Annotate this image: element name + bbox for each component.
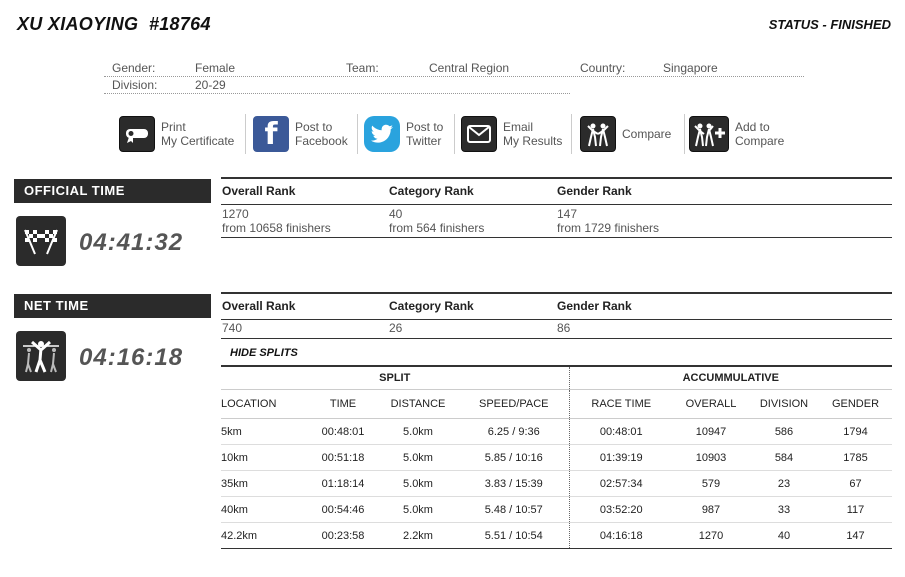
gender-rank-value: 86 bbox=[557, 321, 571, 335]
info-divider bbox=[104, 76, 804, 77]
section-rule bbox=[221, 292, 892, 294]
split-pace: 3.83 / 15:39 bbox=[459, 471, 569, 497]
gender-label: Gender: bbox=[112, 61, 156, 75]
division-position: 584 bbox=[749, 445, 819, 471]
split-row-5km bbox=[221, 419, 892, 445]
split-pace: 5.85 / 10:16 bbox=[459, 445, 569, 471]
category-rank-heading: Category Rank bbox=[389, 299, 474, 313]
race-time: 03:52:20 bbox=[569, 497, 673, 523]
race-time: 04:16:18 bbox=[569, 523, 673, 549]
split-location: 10km bbox=[221, 445, 309, 471]
divider bbox=[684, 114, 685, 154]
category-rank-total: from 564 finishers bbox=[389, 221, 485, 235]
overall-rank-value: 740 bbox=[222, 321, 243, 335]
column-header: LOCATION bbox=[221, 390, 309, 419]
split-location: 5km bbox=[221, 419, 309, 445]
post-facebook-button[interactable] bbox=[253, 113, 348, 155]
gender-rank-value: 147 bbox=[557, 207, 578, 221]
divider bbox=[454, 114, 455, 154]
splits-column-header-row bbox=[221, 390, 892, 419]
race-time: 00:48:01 bbox=[569, 419, 673, 445]
runner-name: XU XIAOYING bbox=[17, 14, 139, 34]
facebook-icon: f bbox=[253, 116, 289, 152]
overall-position: 10903 bbox=[673, 445, 749, 471]
split-distance: 2.2km bbox=[377, 523, 459, 549]
section-rule bbox=[221, 319, 892, 320]
division-label: Division: bbox=[112, 78, 158, 92]
category-rank-heading: Category Rank bbox=[389, 184, 474, 198]
overall-rank-heading: Overall Rank bbox=[222, 184, 296, 198]
runner-bib: #18764 bbox=[148, 14, 211, 34]
split-row-10km bbox=[221, 445, 892, 471]
compare-button[interactable] bbox=[580, 113, 671, 155]
section-rule bbox=[221, 204, 892, 205]
overall-position: 10947 bbox=[673, 419, 749, 445]
column-header: DIVISION bbox=[749, 390, 819, 419]
email-icon bbox=[461, 116, 497, 152]
split-time: 00:54:46 bbox=[309, 497, 377, 523]
gender-rank-heading: Gender Rank bbox=[557, 184, 632, 198]
divider bbox=[357, 114, 358, 154]
split-pace: 6.25 / 9:36 bbox=[459, 419, 569, 445]
race-time: 02:57:34 bbox=[569, 471, 673, 497]
action-label: Facebook bbox=[295, 134, 348, 148]
split-time: 00:48:01 bbox=[309, 419, 377, 445]
division-position: 40 bbox=[749, 523, 819, 549]
overall-rank-total: from 10658 finishers bbox=[222, 221, 331, 235]
runner-name-heading bbox=[17, 14, 211, 35]
certificate-icon bbox=[119, 116, 155, 152]
split-group-header: SPLIT bbox=[221, 367, 569, 390]
splits-group-header-row bbox=[221, 367, 892, 390]
add-to-compare-button[interactable] bbox=[689, 113, 784, 155]
section-rule bbox=[221, 177, 892, 179]
split-pace: 5.48 / 10:57 bbox=[459, 497, 569, 523]
split-location: 42.2km bbox=[221, 523, 309, 549]
split-location: 40km bbox=[221, 497, 309, 523]
race-time: 01:39:19 bbox=[569, 445, 673, 471]
column-header: RACE TIME bbox=[569, 390, 673, 419]
action-label: Post to bbox=[406, 120, 444, 134]
division-position: 33 bbox=[749, 497, 819, 523]
gender-position: 147 bbox=[819, 523, 892, 549]
print-certificate-button[interactable] bbox=[119, 113, 234, 155]
division-position: 586 bbox=[749, 419, 819, 445]
gender-value: Female bbox=[195, 61, 236, 75]
split-row-42km bbox=[221, 523, 892, 549]
action-label: Post to bbox=[295, 120, 333, 134]
split-time: 00:23:58 bbox=[309, 523, 377, 549]
action-label: My Results bbox=[503, 134, 563, 148]
split-location: 35km bbox=[221, 471, 309, 497]
column-header: GENDER bbox=[819, 390, 892, 419]
category-rank-value: 40 bbox=[389, 207, 403, 221]
divider bbox=[571, 114, 572, 154]
section-rule bbox=[221, 338, 892, 339]
gender-rank-total: from 1729 finishers bbox=[557, 221, 660, 235]
split-pace: 5.51 / 10:54 bbox=[459, 523, 569, 549]
hide-splits-link[interactable]: HIDE SPLITS bbox=[230, 347, 298, 359]
column-header: TIME bbox=[309, 390, 377, 419]
checkered-flags-icon bbox=[16, 216, 66, 266]
status-badge: STATUS - FINISHED bbox=[768, 17, 891, 32]
country-label: Country: bbox=[580, 61, 626, 75]
finisher-icon bbox=[16, 331, 66, 381]
action-label: Twitter bbox=[406, 134, 442, 148]
action-label: Add to bbox=[735, 120, 770, 134]
action-label: Print bbox=[161, 120, 186, 134]
gender-rank-heading: Gender Rank bbox=[557, 299, 632, 313]
split-distance: 5.0km bbox=[377, 419, 459, 445]
splits-table-wrapper bbox=[221, 365, 892, 549]
gender-position: 117 bbox=[819, 497, 892, 523]
team-label: Team: bbox=[346, 61, 379, 75]
division-position: 23 bbox=[749, 471, 819, 497]
splits-table bbox=[221, 367, 892, 549]
column-header: DISTANCE bbox=[377, 390, 459, 419]
section-rule bbox=[221, 237, 892, 238]
add-compare-icon bbox=[689, 116, 729, 152]
category-rank-value: 26 bbox=[389, 321, 403, 335]
overall-position: 579 bbox=[673, 471, 749, 497]
compare-icon bbox=[580, 116, 616, 152]
overall-position: 987 bbox=[673, 497, 749, 523]
column-header: OVERALL bbox=[673, 390, 749, 419]
action-label: My Certificate bbox=[161, 134, 235, 148]
overall-position: 1270 bbox=[673, 523, 749, 549]
split-row-40km bbox=[221, 497, 892, 523]
country-value: Singapore bbox=[663, 61, 718, 75]
team-value: Central Region bbox=[429, 61, 510, 75]
split-time: 00:51:18 bbox=[309, 445, 377, 471]
column-header: SPEED/PACE bbox=[459, 390, 569, 419]
official-time-value: 04:41:32 bbox=[79, 229, 184, 256]
twitter-icon bbox=[364, 116, 400, 152]
gender-position: 1794 bbox=[819, 419, 892, 445]
split-row-35km bbox=[221, 471, 892, 497]
division-value: 20-29 bbox=[195, 78, 226, 92]
net-time-header: NET TIME bbox=[14, 294, 211, 318]
gender-position: 67 bbox=[819, 471, 892, 497]
overall-rank-heading: Overall Rank bbox=[222, 299, 296, 313]
info-divider bbox=[104, 93, 570, 94]
net-time-value: 04:16:18 bbox=[79, 344, 184, 371]
divider bbox=[245, 114, 246, 154]
email-results-button[interactable] bbox=[461, 113, 562, 155]
accumulative-group-header: ACCUMMULATIVE bbox=[569, 367, 892, 390]
split-time: 01:18:14 bbox=[309, 471, 377, 497]
gender-position: 1785 bbox=[819, 445, 892, 471]
action-label: Compare bbox=[735, 134, 785, 148]
action-label: Compare bbox=[622, 127, 672, 141]
post-twitter-button[interactable] bbox=[364, 113, 443, 155]
official-time-header: OFFICIAL TIME bbox=[14, 179, 211, 203]
split-distance: 5.0km bbox=[377, 497, 459, 523]
split-distance: 5.0km bbox=[377, 445, 459, 471]
overall-rank-value: 1270 bbox=[222, 207, 249, 221]
split-distance: 5.0km bbox=[377, 471, 459, 497]
action-label: Email bbox=[503, 120, 534, 134]
